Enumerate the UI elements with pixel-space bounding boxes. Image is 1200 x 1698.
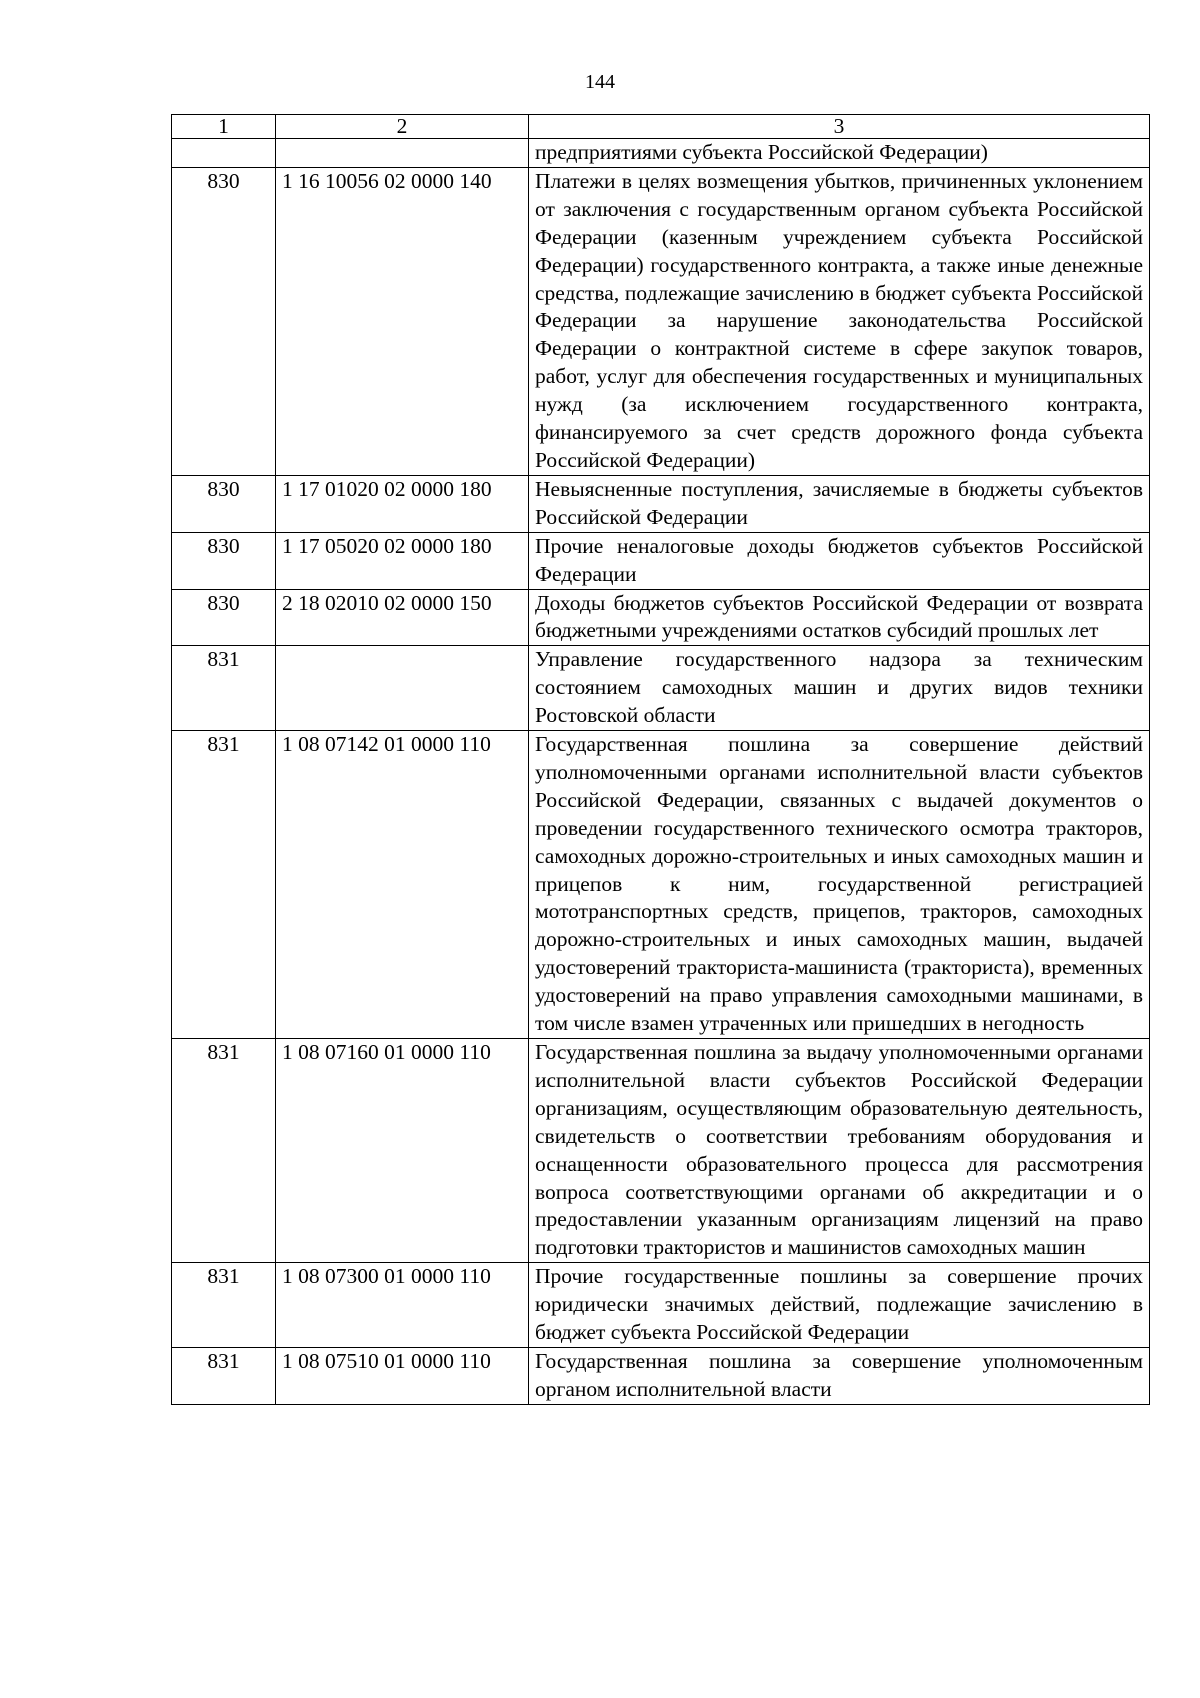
budget-code-cell bbox=[276, 139, 529, 168]
column-header-admin: 1 bbox=[172, 115, 276, 139]
page-number: 144 bbox=[585, 71, 615, 93]
revenue-name-cell: Платежи в целях возмещения убытков, причиненных уклонением от заключения с государственным органом субъекта Российской Федерации (казенным учреждением субъекта Российской Федерации) государственного контракта, а также иные денежные средства, подлежащие зачислению в бюджет субъекта Российской Федерации за нарушение законодательства Российской Федерации о контрактной системе в сфере закупок товаров, работ, услуг для обеспечения государственных и муниципальных нужд (за исключением государственного контракта, финансируемого за счет средств дорожного фонда субъекта Российской Федерации) bbox=[529, 167, 1150, 475]
table-row bbox=[172, 167, 1150, 475]
budget-code-cell bbox=[276, 646, 529, 731]
budget-revenue-table bbox=[171, 114, 1150, 1405]
revenue-name-cell: Доходы бюджетов субъектов Российской Федерации от возврата бюджетными учреждениями остатков субсидий прошлых лет bbox=[529, 589, 1150, 646]
budget-code-cell: 1 17 05020 02 0000 180 bbox=[276, 532, 529, 589]
table-row bbox=[172, 1039, 1150, 1263]
admin-code-cell: 831 bbox=[172, 646, 276, 731]
column-header-code: 2 bbox=[276, 115, 529, 139]
revenue-name-cell: Государственная пошлина за выдачу уполномоченными органами исполнительной власти субъектов Российской Федерации организациям, осуществляющим образовательную деятельность, свидетельств о соответствии требованиям оборудования и оснащенности образовательного процесса для рассмотрения вопроса соответствующими органами об аккредитации и о предоставлении указанным организациям лицензий на право подготовки трактористов и машинистов самоходных машин bbox=[529, 1039, 1150, 1263]
table-row bbox=[172, 475, 1150, 532]
table-row bbox=[172, 646, 1150, 731]
table-header-row bbox=[172, 115, 1150, 139]
revenue-name-cell: Прочие государственные пошлины за совершение прочих юридически значимых действий, подлежащие зачислению в бюджет субъекта Российской Федерации bbox=[529, 1263, 1150, 1348]
budget-code-cell: 1 08 07510 01 0000 110 bbox=[276, 1347, 529, 1404]
admin-code-cell: 830 bbox=[172, 532, 276, 589]
table-row bbox=[172, 731, 1150, 1039]
table-body bbox=[172, 115, 1150, 1405]
budget-code-cell: 1 08 07300 01 0000 110 bbox=[276, 1263, 529, 1348]
table-row bbox=[172, 1347, 1150, 1404]
column-header-name: 3 bbox=[529, 115, 1150, 139]
admin-code-cell bbox=[172, 139, 276, 168]
admin-code-cell: 831 bbox=[172, 1347, 276, 1404]
table-row bbox=[172, 589, 1150, 646]
admin-code-cell: 830 bbox=[172, 589, 276, 646]
revenue-name-cell: Государственная пошлина за совершение действий уполномоченными органами исполнительной власти субъектов Российской Федерации, связанных с выдачей документов о проведении государственного технического осмотра тракторов, самоходных дорожно-строительных и иных самоходных машин и прицепов к ним, государственной регистрацией мототранспортных средств, прицепов, тракторов, самоходных дорожно-строительных и иных самоходных машин, выдачей удостоверений тракториста-машиниста (тракториста), временных удостоверений на право управления самоходными машинами, в том числе взамен утраченных или пришедших в негодность bbox=[529, 731, 1150, 1039]
table-row bbox=[172, 532, 1150, 589]
table-row bbox=[172, 139, 1150, 168]
revenue-name-cell: предприятиями субъекта Российской Федерации) bbox=[529, 139, 1150, 168]
budget-code-cell: 2 18 02010 02 0000 150 bbox=[276, 589, 529, 646]
table-row bbox=[172, 1263, 1150, 1348]
revenue-name-cell: Прочие неналоговые доходы бюджетов субъектов Российской Федерации bbox=[529, 532, 1150, 589]
admin-code-cell: 830 bbox=[172, 475, 276, 532]
admin-code-cell: 831 bbox=[172, 1039, 276, 1263]
budget-code-cell: 1 08 07142 01 0000 110 bbox=[276, 731, 529, 1039]
admin-code-cell: 830 bbox=[172, 167, 276, 475]
budget-code-cell: 1 08 07160 01 0000 110 bbox=[276, 1039, 529, 1263]
revenue-name-cell: Невыясненные поступления, зачисляемые в бюджеты субъектов Российской Федерации bbox=[529, 475, 1150, 532]
admin-code-cell: 831 bbox=[172, 731, 276, 1039]
budget-code-cell: 1 16 10056 02 0000 140 bbox=[276, 167, 529, 475]
revenue-name-cell: Государственная пошлина за совершение уполномоченным органом исполнительной власти bbox=[529, 1347, 1150, 1404]
budget-code-cell: 1 17 01020 02 0000 180 bbox=[276, 475, 529, 532]
revenue-name-cell: Управление государственного надзора за техническим состоянием самоходных машин и других видов техники Ростовской области bbox=[529, 646, 1150, 731]
admin-code-cell: 831 bbox=[172, 1263, 276, 1348]
